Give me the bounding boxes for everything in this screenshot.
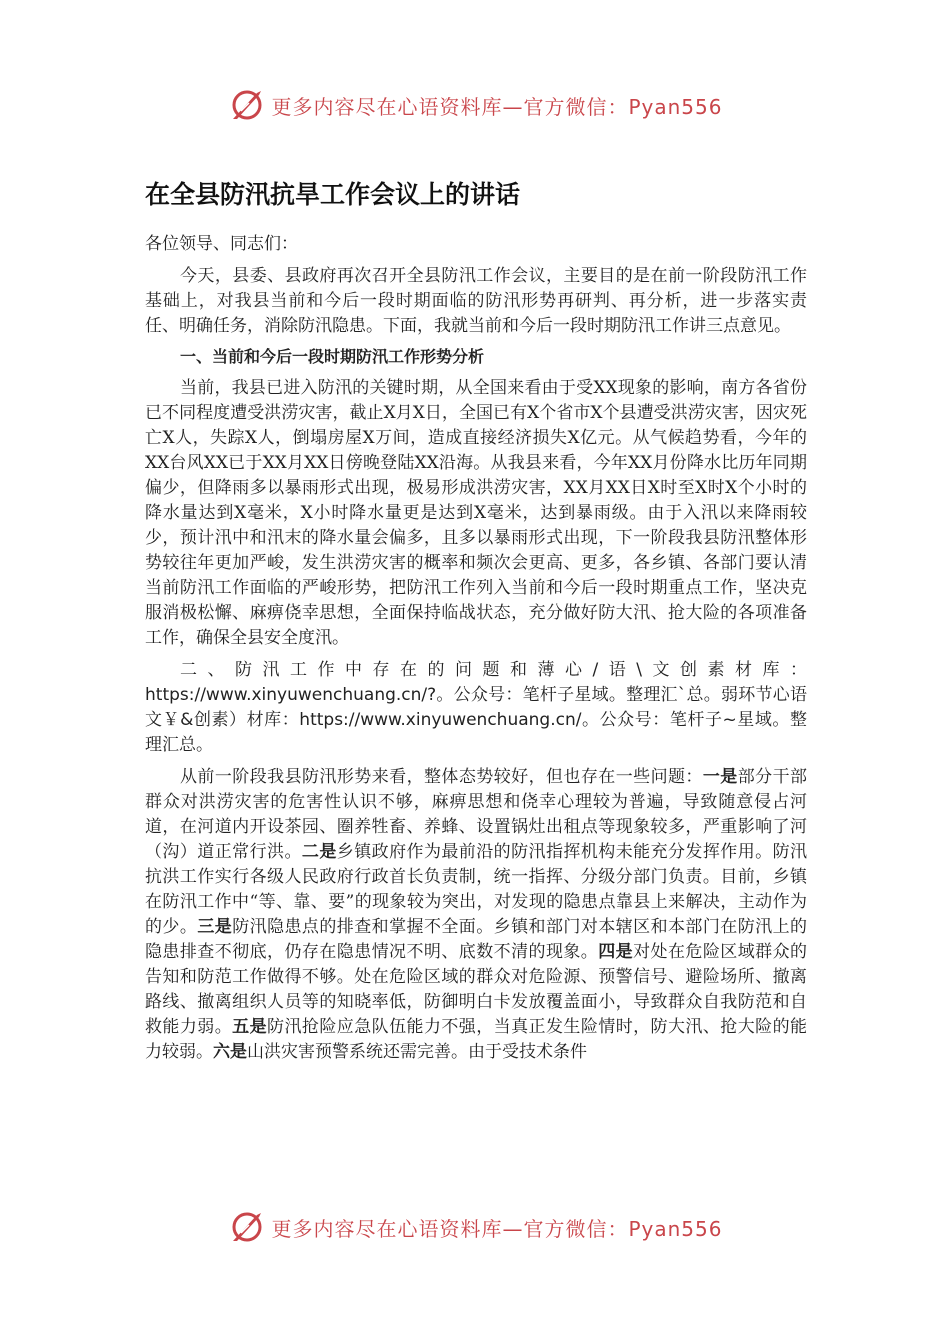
section-heading-1: 一、当前和今后一段时期防汛工作形势分析: [180, 347, 485, 366]
point-text: 山洪灾害预警系统还需完善。由于受技术条件: [247, 1042, 587, 1062]
footer-banner: [0, 1202, 950, 1252]
point-label: 六是: [213, 1042, 247, 1062]
point-label: 五是: [232, 1017, 268, 1037]
quill-ring-logo-icon: [227, 85, 267, 125]
section-heading-2: 二、防汛工作中存在的问题和薄心/语\文创素材库：https://www.xinyuwenchuang.cn/?。公众号：笔杆子星域。整理汇`总。弱环节心语文￥&创素）材库：https://www.xinyuwenchuang.cn/。公众号：笔杆子~星域。整理汇总。: [145, 660, 807, 755]
banner-text: 更多内容尽在心语资料库—官方微信：Pyan556: [271, 94, 723, 119]
problems-paragraph: [145, 765, 807, 1065]
banner-text: 更多内容尽在心语资料库—官方微信：Pyan556: [271, 1216, 723, 1241]
point-text: 乡镇政府作为最前沿的防汛指挥机构未能充分发挥作用。防汛抗洪工作实行各级人民政府行政首长负责制，统一指挥、分级分部门负责。目前，乡镇在防汛工作中“等、靠、要”的现象较为突出，对发现的隐患点靠县上来解决，主动作为的少。: [145, 842, 808, 937]
section1-paragraph: 当前，我县已进入防汛的关键时期，从全国来看由于受XX现象的影响，南方各省份已不同程度遭受洪涝灾害，截止X月X日，全国已有X个省市X个县遭受洪涝灾害，因灾死亡X人，失踪X人，倒塌房屋X万间，造成直接经济损失X亿元。从气候趋势看，今年的XX台风XX已于XX月XX日傍晚登陆XX沿海。从我县来看，今年XX月份降水比历年同期偏少，但降雨多以暴雨形式出现，极易形成洪涝灾害，XX月XX日X时至X时X个小时的降水量达到X毫米，X小时降水量更是达到X毫米，达到暴雨级。由于入汛以来降雨较少，预计汛中和汛末的降水量会偏多，且多以暴雨形式出现，下一阶段我县防汛整体形势较往年更加严峻，发生洪涝灾害的概率和频次会更高、更多，各乡镇、各部门要认清当前防汛工作面临的严峻形势，把防汛工作列入当前和今后一段时期重点工作，坚决克服消极松懈、麻痹侥幸思想，全面保持临战状态，充分做好防大汛、抢大险的各项准备工作，确保全县安全度汛。: [145, 378, 807, 648]
intro-paragraph: 今天，县委、县政府再次召开全县防汛工作会议，主要目的是在前一阶段防汛工作基础上，对我县当前和今后一段时期面临的防汛形势再研判、再分析，进一步落实责任、明确任务，消除防汛隐患。下面，我就当前和今后一段时期防汛工作讲三点意见。: [145, 266, 807, 336]
problems-intro: 从前一阶段我县防汛形势来看，整体态势较好，但也存在一些问题：: [180, 767, 703, 787]
point-text: 防汛隐患点的排查和掌握不全面。乡镇和部门对本辖区和本部门在防汛上的隐患排查不彻底，仍存在隐患情况不明、底数不清的现象。: [145, 917, 808, 962]
point-label: 二是: [301, 842, 337, 862]
point-text: 部分干部群众对洪涝灾害的危害性认识不够，麻痹思想和侥幸心理较为普遍，导致随意侵占河道，在河道内开设茶园、圈养牲畜、养蜂、设置锅灶出租点等现象较多，严重影响了河（沟）道正常行洪。: [145, 767, 808, 862]
salutation: 各位领导、同志们：: [145, 234, 298, 254]
quill-ring-logo-icon: [227, 1207, 267, 1247]
document-title: 在全县防汛抗旱工作会议上的讲话: [145, 180, 521, 209]
point-text: 对处在危险区域群众的告知和防范工作做得不够。处在危险区域的群众对危险源、预警信号、避险场所、撤离路线、撤离组织人员等的知晓率低，防御明白卡发放覆盖面小，导致群众自我防范和自救能力弱。: [145, 942, 808, 1037]
point-label: 一是: [702, 767, 738, 787]
document-body: [145, 175, 807, 1065]
header-banner: [0, 80, 950, 130]
point-label: 三是: [197, 917, 233, 937]
point-label: 四是: [598, 942, 634, 962]
point-text: 防汛抢险应急队伍能力不强，当真正发生险情时，防大汛、抢大险的能力较弱。: [145, 1017, 808, 1062]
